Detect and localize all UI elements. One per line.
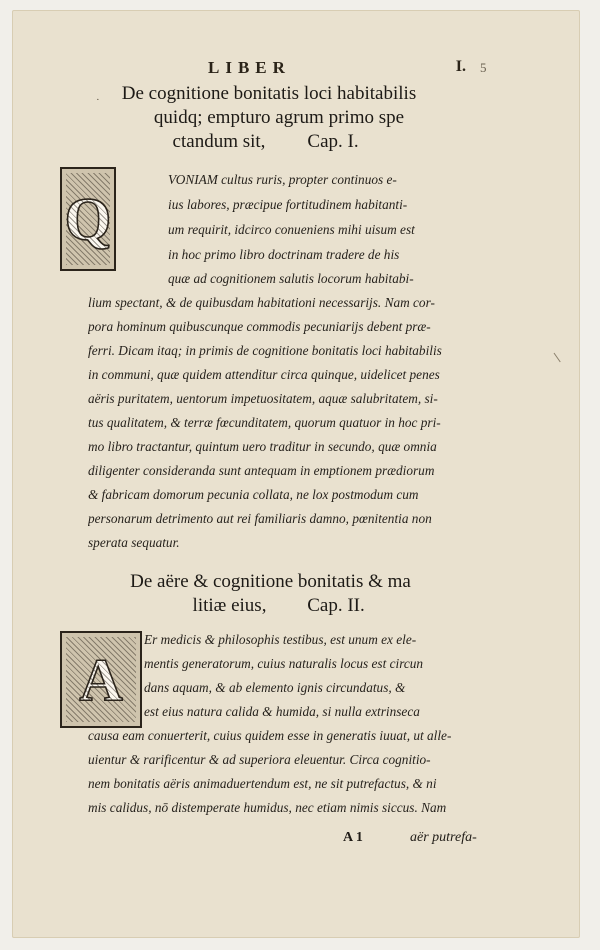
- chapter2-cap: Cap. II.: [307, 595, 365, 616]
- margin-tick: [554, 349, 567, 363]
- para1-line: quæ ad cognitionem salutis locorum habitabi-: [168, 271, 414, 286]
- margin-dot: ·: [96, 94, 100, 106]
- page-mark: I.: [455, 58, 466, 75]
- para1-line: & fabricam domorum pecunia collata, ne lox postmodum cum: [88, 487, 419, 502]
- para1-line: personarum detrimento aut rei familiaris damno, pœnitentia non: [88, 511, 432, 526]
- decorated-initial-q: [60, 167, 116, 271]
- initial-letter: Q: [64, 186, 112, 252]
- chapter2-title-line-2: litiæ eius,: [192, 595, 267, 616]
- para2-line: uientur & rarificentur & ad superiora eleuentur. Circa cognitio-: [88, 752, 431, 767]
- decorated-initial-a: [60, 631, 142, 728]
- para1-line: in hoc primo libro doctrinam tradere de his: [168, 247, 400, 262]
- chapter1-title-line-2: quidq; empturo agrum primo spe: [153, 107, 405, 128]
- para1-line: VONIAM cultus ruris, propter continuos e-: [168, 172, 397, 187]
- para1-line: mo libro tractantur, quintum uero traditur in secundo, quæ omnia: [88, 439, 437, 454]
- para1-line: in communi, quæ quidem attenditur circa quinque, uidelicet penes: [88, 367, 440, 382]
- running-head: LIBER: [208, 58, 291, 77]
- para2-line: dans aquam, & ab elemento ignis circundatus, &: [144, 680, 406, 695]
- para1-line: aëris puritatem, uentorum impetuositatem, aquæ salubritatem, si-: [88, 391, 438, 406]
- catchword: aër putrefa-: [410, 830, 477, 845]
- initial-letter: A: [79, 646, 123, 713]
- para1-line: tus qualitatem, & terræ fœcunditatem, quorum quatuor in hoc pri-: [88, 415, 441, 430]
- para2-line: mentis generatorum, cuius naturalis locus est circun: [144, 656, 424, 671]
- para1-line: lium spectant, & de quibusdam habitationi necessarijs. Nam cor-: [88, 295, 435, 310]
- corner-mark: 5: [480, 60, 487, 75]
- para2-line: est eius natura calida & humida, si nulla extrinseca: [144, 704, 420, 719]
- signature-mark: A 1: [343, 830, 363, 845]
- chapter1-title-line-3: ctandum sit,: [172, 131, 266, 152]
- para2-line: Er medicis & philosophis testibus, est unum ex ele-: [144, 632, 417, 647]
- para1-line: ius labores, præcipue fortitudinem habitanti-: [168, 197, 408, 212]
- para2-line: nem bonitatis aëris animaduertendum est, ne sit putrefactus, & ni: [88, 776, 437, 791]
- para2-line: mis calidus, nō distemperate humidus, nec etiam nimis siccus. Nam: [88, 800, 447, 815]
- chapter1-cap: Cap. I.: [307, 131, 359, 152]
- para2-line: causa eam conuerterit, cuius quidem esse in generatis iuuat, ut alle-: [88, 728, 452, 743]
- para1-line: sperata sequatur.: [88, 535, 180, 550]
- chapter1-title-line-1: De cognitione bonitatis loci habitabilis: [121, 83, 417, 104]
- para1-line: um requirit, idcirco conueniens mihi uisum est: [168, 222, 415, 237]
- chapter2-title-line-1: De aëre & cognitione bonitatis & ma: [130, 571, 411, 592]
- para1-line: diligenter consideranda sunt antequam in emptionem prædiorum: [88, 463, 435, 478]
- book-page: [12, 10, 580, 938]
- para1-line: pora hominum quibuscunque commodis pecuniarijs debent præ-: [88, 319, 431, 334]
- para1-line: ferri. Dicam itaq; in primis de cognitione bonitatis loci habitabilis: [88, 343, 442, 358]
